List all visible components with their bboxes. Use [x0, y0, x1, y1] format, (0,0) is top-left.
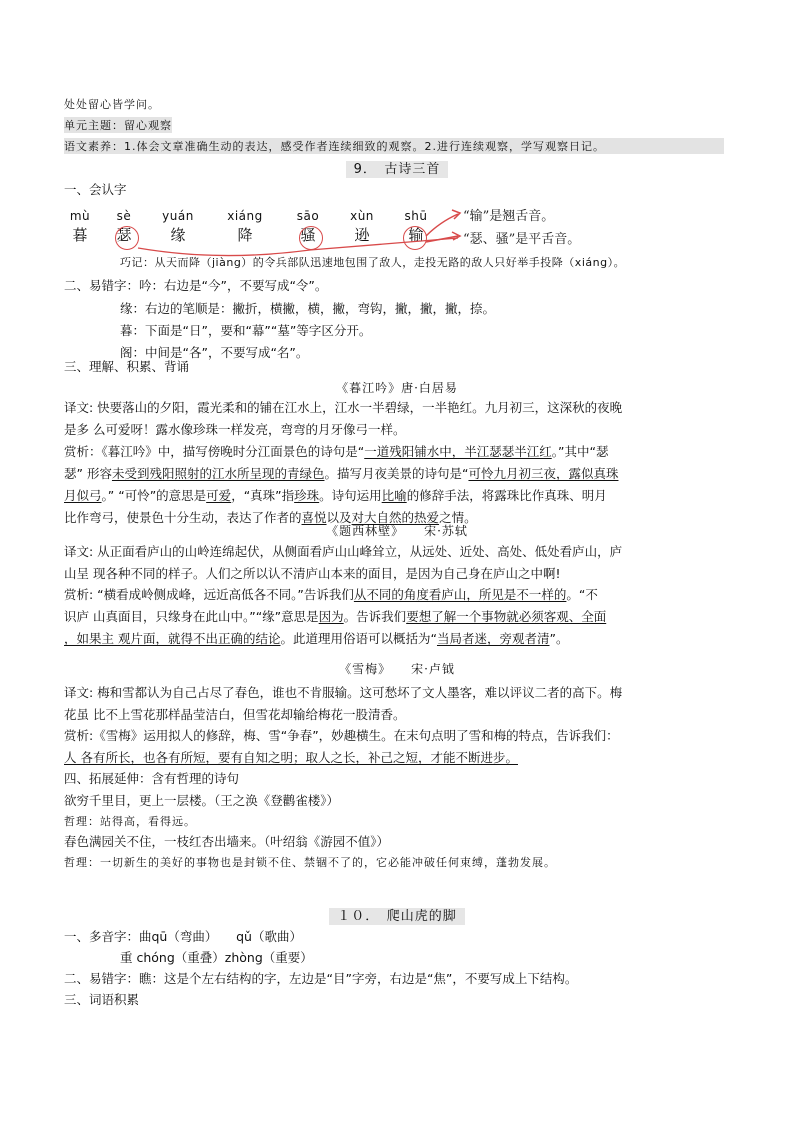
pinyin-char: xiáng 降: [227, 209, 263, 244]
unit-theme: 单元主题：留心观察: [64, 119, 172, 132]
header-line-1: 处处留心皆学问。: [64, 98, 160, 111]
pinyin-char: yuán 缘: [162, 209, 194, 244]
lesson9-title: 9． 古诗三首: [346, 161, 449, 178]
poem3-title: 《雪梅》 宋·卢钺: [339, 662, 455, 676]
mnemonic: 巧记：从天而降（jiàng）的令兵部队迅速地包围了敌人，走投无路的敌人只好举手投降（xiáng）。: [120, 256, 626, 269]
pinyin-char: shū 输: [404, 209, 428, 244]
poem3-analysis: 赏析:《雪梅》运用拟人的修辞，梅、雪“争春”，妙趣横生。在末句点明了雪和梅的特点，告诉我们： 人 各有所长，也各有所短，要有自知之明；取人之长，补己之短，才能不断进步。: [64, 728, 619, 765]
extension-poem-1: 欲穷千里目，更上一层楼。（王之涣《登鹳雀楼》）: [64, 793, 340, 808]
poem2-title: 《题西林壁》 宋·苏轼: [326, 524, 468, 538]
typo-item: 暮：下面是“日”，要和“幕”“墓”等字区分开。: [120, 323, 372, 338]
literacy-goals: 语文素养：1.体会文章准确生动的表达，感受作者连续细致的观察。2.进行连续观察，学写观察日记。: [64, 138, 724, 154]
poem1-analysis: 赏析：《暮江吟》中，描写傍晚时分江面景色的诗句是“一道残阳铺水中，半江瑟瑟半江红。”其中“瑟 瑟” 形容未受到残阳照射的江水所呈现的青绿色。描写月夜美景的诗句是“可怜九月初三夜，露似真珠 月似弓。” “可怜”的意思是可爱，“真珠”指珍珠。诗句运用比喻的修辞手法，将露珠比作真珠、明月 比作弯弓，使景色十分生动，表达了作者的喜悦以及对大自然的热爱之情。: [64, 444, 619, 525]
extension-philosophy-2: 哲理：一切新生的美好的事物也是封锁不住、禁锢不了的，它必能冲破任何束缚，蓬勃发展。: [64, 856, 556, 869]
typo-item: 阁：中间是“各”，不要写成“名”。: [120, 345, 309, 360]
lesson10-polyphone: 重 chóng（重叠）zhòng（重要）: [120, 950, 313, 965]
extension-poem-2: 春色满园关不住，一枝红杏出墙来。（叶绍翁《游园不值》）: [64, 834, 390, 849]
lesson9-section-2: 二、易错字：吟：右边是“今”，不要写成“令”。: [64, 278, 328, 293]
pinyin-char: xùn 逊: [350, 209, 374, 244]
lesson10-title-wrap: [0, 905, 794, 924]
poem1-translation: 译文: 快要落山的夕阳，霞光柔和的铺在江水上，江水一半碧绿，一半艳红。九月初三，这深秋的夜晚 是多 么可爱呀！露水像珍珠一样发亮，弯弯的月牙像弓一样。: [64, 400, 623, 437]
lesson9-title-wrap: [0, 158, 794, 177]
typo-item: 缘：右边的笔顺是：撇折，横撇，横，撇，弯钩，撇，撇，撇，捺。: [120, 301, 496, 316]
poem1-title: 《暮江吟》唐·白居易: [336, 381, 458, 395]
lesson9-section-4: 四、拓展延伸：含有哲理的诗句: [64, 771, 240, 786]
lesson10-section-3: 三、词语积累: [64, 992, 140, 1007]
poem2-translation: 译文: 从正面看庐山的山岭连绵起伏，从侧面看庐山山峰耸立，从远处、近处、高处、低处看庐山，庐 山呈 现各种不同的样子。人们之所以认不清庐山本来的面目，是因为自己身在庐山之中啊!: [64, 544, 623, 581]
poem3-translation: 译文: 梅和雪都认为自己占尽了春色，谁也不肯服输。这可愁坏了文人墨客，难以评议二者的高下。梅 花虽 比不上雪花那样晶莹洁白，但雪花却输给梅花一股清香。: [64, 685, 623, 722]
lesson10-section-2: 二、易错字：瞧：这是个左右结构的字，左边是“目”字旁，右边是“焦”，不要写成上下结构。: [64, 971, 578, 986]
poem2-analysis: 赏析: “横看成岭侧成峰，远近高低各不同。”告诉我们从不同的角度看庐山，所见是不一样的。“不 识庐 山真面目，只缘身在此山中。”“缘”意思是因为。告诉我们要想了解一个事物就必须客观、全面 ，如果主 观片面，就得不出正确的结论。此道理用俗语可以概括为“当局者迷，旁观者清”。: [64, 587, 607, 646]
lesson9-section-1: 一、会认字: [64, 182, 127, 197]
arrow-annotations: [0, 200, 794, 260]
note-flat: “瑟、骚”是平舌音。: [463, 232, 581, 247]
pinyin-char: sāo 骚: [296, 209, 320, 244]
lesson10-title: １０． 爬山虎的脚: [329, 908, 465, 925]
extension-philosophy-1: 哲理：站得高，看得远。: [64, 815, 196, 828]
pinyin-char: mù 暮: [69, 209, 91, 244]
pinyin-char: sè 瑟: [116, 209, 132, 244]
lesson10-section-1: 一、多音字：曲qū（弯曲） qǔ（歌曲）: [64, 929, 302, 944]
note-retroflex: “输”是翘舌音。: [463, 209, 555, 224]
lesson9-section-3: 三、理解、积累、背诵: [64, 359, 190, 374]
